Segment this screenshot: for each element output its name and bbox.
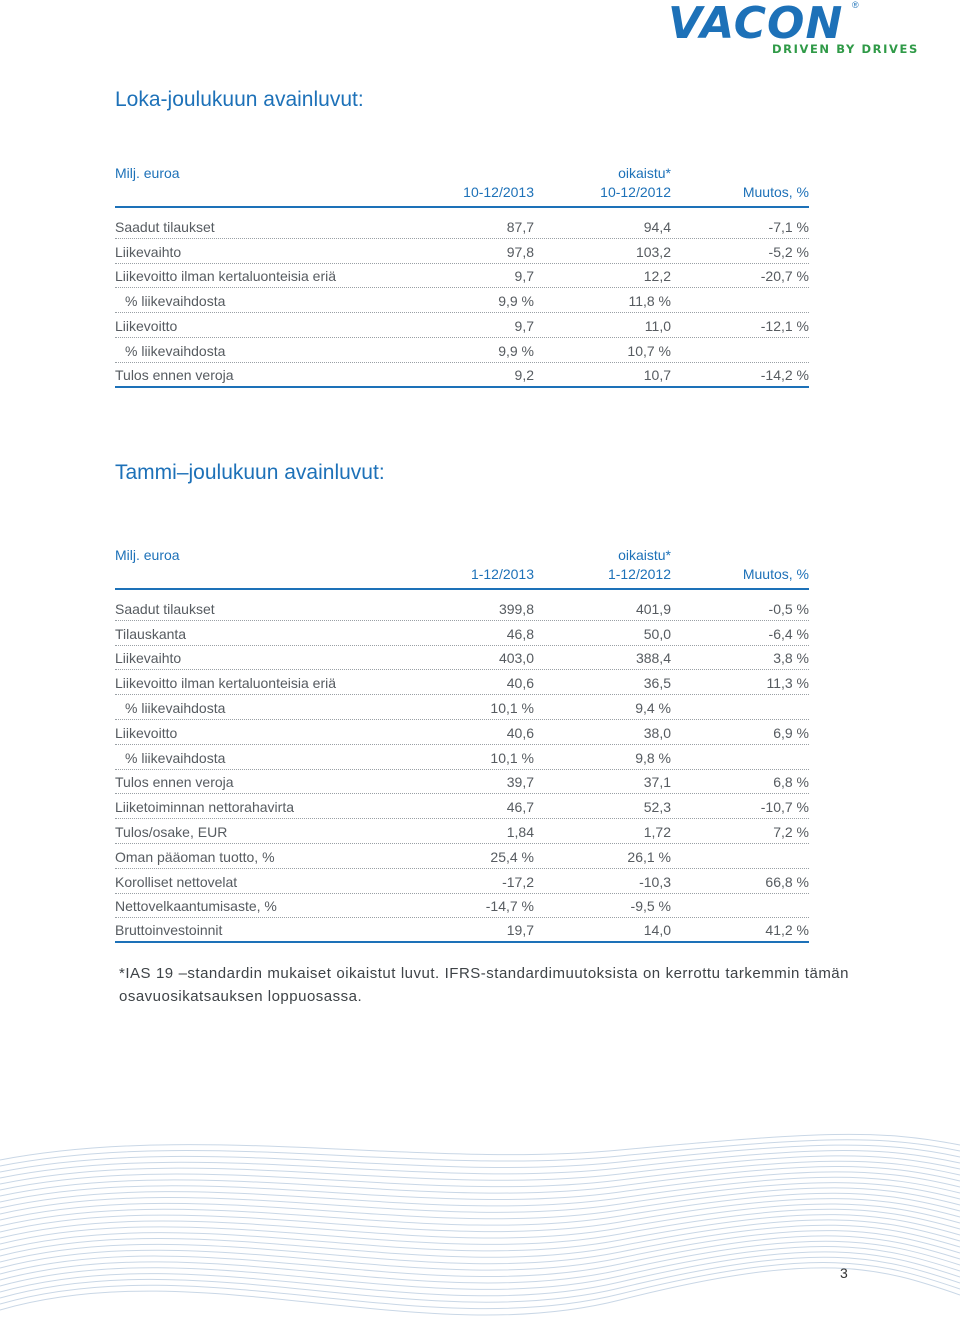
- decorative-waves-graphic: [0, 1130, 960, 1321]
- row-value-previous: 26,1 %: [627, 848, 671, 865]
- table-row: [115, 695, 809, 720]
- table-row: [115, 894, 809, 919]
- row-label: Liikevoitto: [115, 724, 178, 741]
- table-row: [115, 844, 809, 869]
- row-value-change: -0,5 %: [768, 600, 809, 617]
- fy-key-figures-table: [115, 545, 809, 943]
- row-value-change: -5,2 %: [768, 243, 809, 260]
- row-value-current: 87,7: [506, 218, 534, 235]
- row-value-previous: -10,3: [639, 873, 671, 890]
- row-label: Liikevoitto ilman kertaluonteisia eriä: [115, 675, 336, 692]
- row-value-change: -10,7 %: [760, 799, 809, 816]
- row-value-previous: 401,9: [635, 600, 671, 617]
- page-number: 3: [840, 1265, 848, 1281]
- fy-table-header: [115, 545, 809, 590]
- table-row: [115, 918, 809, 943]
- row-label: % liikevaihdosta: [125, 293, 226, 310]
- row-value-previous: 9,8 %: [635, 749, 671, 766]
- table-row: [115, 264, 809, 289]
- row-label: Liikevoitto ilman kertaluonteisia eriä: [115, 268, 336, 285]
- row-value-change: -7,1 %: [768, 218, 809, 235]
- row-value-previous: 11,8 %: [628, 293, 671, 310]
- row-label: Liikevaihto: [115, 243, 182, 260]
- q4-col-change: Muutos, %: [742, 184, 809, 200]
- row-label: Tulos ennen veroja: [115, 366, 234, 383]
- row-label: Saadut tilaukset: [115, 600, 215, 617]
- q4-col-current: 10-12/2013: [463, 184, 534, 200]
- row-value-previous: 10,7: [643, 366, 671, 383]
- row-label: % liikevaihdosta: [125, 342, 226, 359]
- row-value-current: 403,0: [498, 650, 534, 667]
- table-row: [115, 621, 809, 646]
- row-label: Saadut tilaukset: [115, 218, 215, 235]
- table-row: [115, 288, 809, 313]
- row-label: % liikevaihdosta: [125, 749, 226, 766]
- row-label: Bruttoinvestoinnit: [115, 922, 223, 939]
- fy-col-change: Muutos, %: [742, 566, 809, 582]
- row-value-current: 97,8: [506, 243, 534, 260]
- q4-table-header: [115, 163, 809, 208]
- table-row: [115, 239, 809, 264]
- table-row: [115, 313, 809, 338]
- fy-col-previous: 1-12/2012: [607, 566, 671, 582]
- row-value-current: 39,7: [506, 774, 534, 791]
- row-value-current: 1,84: [506, 823, 534, 840]
- row-value-current: 9,7: [514, 317, 534, 334]
- fy-section-title: Tammi–joulukuun avainluvut:: [115, 461, 385, 484]
- row-value-current: 25,4 %: [490, 848, 534, 865]
- table-row: [115, 646, 809, 671]
- row-value-change: 6,8 %: [773, 774, 809, 791]
- row-value-change: -14,2 %: [760, 366, 809, 383]
- row-label: Tilauskanta: [115, 625, 187, 642]
- q4-key-figures-table: [115, 163, 809, 388]
- logo-tagline: DRIVEN BY DRIVES: [772, 42, 919, 56]
- row-label: % liikevaihdosta: [125, 699, 226, 716]
- row-value-change: 41,2 %: [765, 922, 809, 939]
- row-value-current: 46,8: [506, 625, 534, 642]
- row-value-previous: 38,0: [643, 724, 671, 741]
- row-value-current: 40,6: [506, 724, 534, 741]
- row-value-current: 399,8: [498, 600, 534, 617]
- row-value-previous: 388,4: [635, 650, 671, 667]
- row-value-current: 40,6: [506, 675, 534, 692]
- row-value-change: 3,8 %: [773, 650, 809, 667]
- row-value-current: -17,2: [502, 873, 534, 890]
- table-row: [115, 794, 809, 819]
- row-value-current: 9,2: [514, 366, 534, 383]
- table-row: [115, 819, 809, 844]
- row-value-previous: 12,2: [643, 268, 671, 285]
- row-value-previous: 10,7 %: [627, 342, 671, 359]
- row-value-current: 9,7: [514, 268, 534, 285]
- row-value-current: -14,7 %: [485, 898, 534, 915]
- table-row: [115, 363, 809, 388]
- table-row: [115, 596, 809, 621]
- row-value-previous: 37,1: [643, 774, 671, 791]
- table-row: [115, 770, 809, 795]
- table-row: [115, 869, 809, 894]
- fy-adjusted-label: oikaistu*: [618, 547, 671, 563]
- row-value-change: -12,1 %: [760, 317, 809, 334]
- q4-section-title: Loka-joulukuun avainluvut:: [115, 88, 364, 111]
- row-value-current: 9,9 %: [498, 293, 534, 310]
- vacon-logo: [660, 0, 920, 62]
- row-value-previous: 36,5: [643, 675, 671, 692]
- row-value-previous: 52,3: [643, 799, 671, 816]
- row-value-previous: 50,0: [643, 625, 671, 642]
- wave-line: [0, 1145, 960, 1172]
- table-row: [115, 720, 809, 745]
- row-label: Liiketoiminnan nettorahavirta: [115, 799, 294, 816]
- row-value-change: -20,7 %: [760, 268, 809, 285]
- row-label: Korolliset nettovelat: [115, 873, 238, 890]
- table-row: [115, 338, 809, 363]
- row-value-current: 9,9 %: [498, 342, 534, 359]
- wave-line: [0, 1156, 960, 1184]
- row-label: Liikevaihto: [115, 650, 182, 667]
- footnote: *IAS 19 –standardin mukaiset oikaistut luvut. IFRS-standardimuutoksista on kerrottu tarkemmin tämän osavuosikatsauksen loppuosassa.: [119, 965, 849, 1005]
- row-value-current: 46,7: [506, 799, 534, 816]
- wave-line: [0, 1268, 960, 1315]
- row-value-change: 66,8 %: [765, 873, 809, 890]
- row-value-change: 6,9 %: [773, 724, 809, 741]
- row-value-previous: -9,5 %: [630, 898, 671, 915]
- table-row: [115, 745, 809, 770]
- q4-table-body: [115, 208, 809, 388]
- row-label: Liikevoitto: [115, 317, 178, 334]
- q4-unit-label: Milj. euroa: [115, 165, 180, 181]
- table-row: [115, 670, 809, 695]
- q4-adjusted-label: oikaistu*: [618, 165, 671, 181]
- registered-mark: ®: [852, 0, 859, 10]
- fy-col-current: 1-12/2013: [470, 566, 534, 582]
- row-value-previous: 14,0: [643, 922, 671, 939]
- row-label: Tulos ennen veroja: [115, 774, 234, 791]
- row-value-current: 10,1 %: [490, 699, 534, 716]
- row-value-current: 19,7: [506, 922, 534, 939]
- logo-wordmark: VACON: [668, 0, 844, 49]
- row-value-change: 7,2 %: [773, 823, 809, 840]
- row-label: Oman pääoman tuotto, %: [115, 848, 275, 865]
- row-label: Tulos/osake, EUR: [115, 823, 228, 840]
- row-value-previous: 94,4: [643, 218, 671, 235]
- fy-table-body: [115, 590, 809, 943]
- row-value-previous: 103,2: [635, 243, 671, 260]
- row-label: Nettovelkaantumisaste, %: [115, 898, 277, 915]
- row-value-previous: 9,4 %: [635, 699, 671, 716]
- row-value-previous: 1,72: [643, 823, 671, 840]
- row-value-change: -6,4 %: [768, 625, 809, 642]
- q4-col-previous: 10-12/2012: [600, 184, 671, 200]
- row-value-change: 11,3 %: [766, 675, 809, 692]
- row-value-previous: 11,0: [644, 317, 671, 334]
- fy-unit-label: Milj. euroa: [115, 547, 180, 563]
- row-value-current: 10,1 %: [490, 749, 534, 766]
- table-row: [115, 214, 809, 239]
